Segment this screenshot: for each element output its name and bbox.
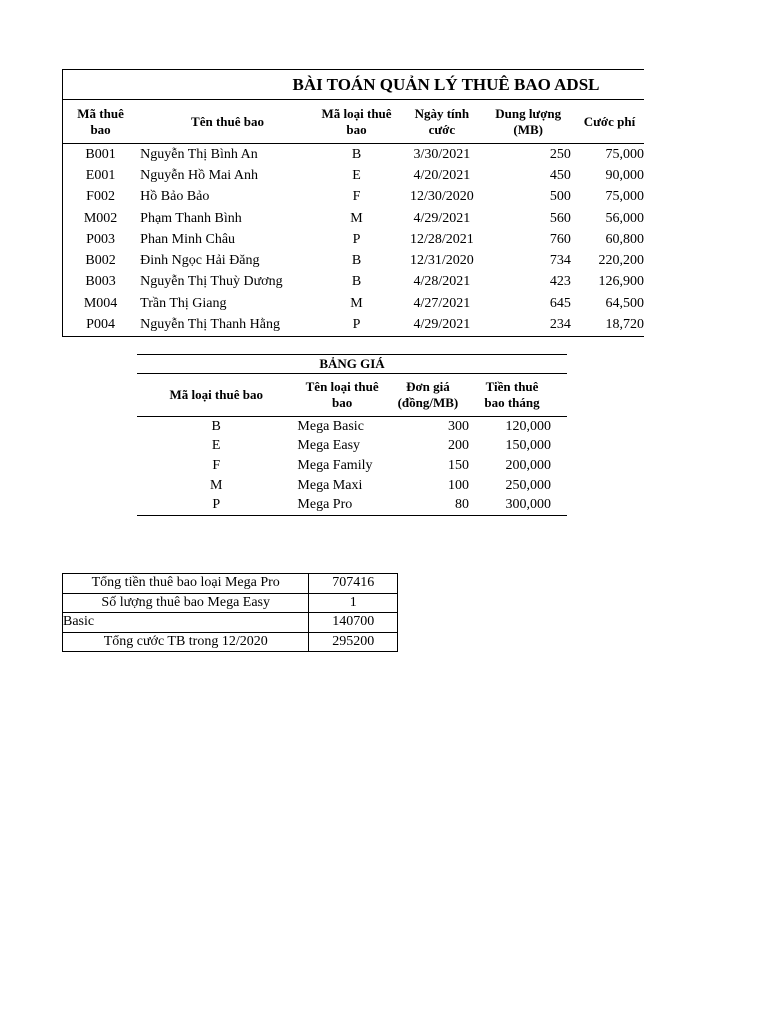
header-price-type-code: Mã loại thuê bao <box>137 374 295 417</box>
cell-subscriber-code: B001 <box>63 144 139 166</box>
price-table <box>137 354 567 516</box>
cell-price-type-name: Mega Easy <box>297 438 361 454</box>
cell-unit-price: 200 <box>448 438 469 454</box>
cell-fee: 60,800 <box>605 231 644 247</box>
header-subscriber-name: Tên thuê bao <box>138 100 315 144</box>
summary-row <box>63 574 398 594</box>
header-type-code: Mã loại thuê bao <box>315 100 398 144</box>
summary-value: 707416 <box>309 574 398 594</box>
cell-monthly-rent: 300,000 <box>473 495 567 515</box>
header-subscriber-code: Mã thuê bao <box>63 100 139 144</box>
cell-type-code: B <box>351 146 362 162</box>
cell-monthly-rent: 250,000 <box>505 477 551 493</box>
cell-billing-date: 12/31/2020 <box>409 253 474 269</box>
cell-type-code: P <box>352 231 361 247</box>
cell-subscriber-name: Nguyễn Thị Thuỳ Dương <box>140 274 283 290</box>
cell-price-type-name: Mega Maxi <box>297 477 363 493</box>
cell-billing-date: 4/20/2021 <box>413 167 471 183</box>
table-row <box>63 187 645 208</box>
cell-volume: 500 <box>549 189 571 205</box>
summary-label: Tổng tiền thuê bao loại Mega Pro <box>63 574 309 594</box>
cell-billing-date: 3/30/2021 <box>413 146 471 162</box>
cell-monthly-rent: 120,000 <box>505 418 551 434</box>
table-row <box>63 314 645 336</box>
table-row <box>63 272 645 293</box>
cell-subscriber-code: B003 <box>63 272 139 293</box>
summary-row <box>63 632 398 652</box>
cell-unit-price: 150 <box>448 457 469 473</box>
summary-value: 295200 <box>309 632 398 652</box>
cell-volume: 423 <box>549 274 571 290</box>
cell-subscriber-code: E001 <box>63 165 139 186</box>
cell-subscriber-code: F002 <box>63 187 139 208</box>
cell-fee: 126,900 <box>598 274 644 290</box>
price-table-title-row <box>137 355 567 374</box>
table-row <box>137 476 567 496</box>
cell-volume: 760 <box>549 231 571 247</box>
cell-subscriber-name: Phạm Thanh Bình <box>140 210 242 226</box>
cell-unit-price: 100 <box>448 477 469 493</box>
header-price-type-name: Tên loại thuê bao <box>295 374 386 417</box>
cell-type-code: F <box>352 189 361 205</box>
table-row <box>63 208 645 229</box>
table-row <box>63 229 645 250</box>
cell-subscriber-code: P003 <box>63 229 139 250</box>
cell-type-code: M <box>350 210 363 226</box>
cell-subscriber-code: B002 <box>63 250 139 271</box>
summary-row <box>63 613 398 633</box>
header-fee: Cước phí <box>575 100 644 144</box>
cell-subscriber-code: M002 <box>63 208 139 229</box>
cell-volume: 450 <box>549 167 571 183</box>
cell-subscriber-name: Phan Minh Châu <box>140 231 236 247</box>
subscriber-table-title-row <box>63 70 645 100</box>
cell-subscriber-name: Đinh Ngọc Hải Đăng <box>140 253 260 269</box>
price-table-header <box>137 374 567 417</box>
cell-fee: 56,000 <box>605 210 644 226</box>
cell-price-type-name: Mega Basic <box>297 418 364 434</box>
table-row <box>137 495 567 515</box>
cell-monthly-rent: 150,000 <box>505 438 551 454</box>
cell-volume: 734 <box>549 253 571 269</box>
cell-price-type-code: B <box>211 418 221 434</box>
cell-subscriber-name: Hồ Bảo Bảo <box>140 189 210 205</box>
cell-price-type-code: F <box>212 457 221 473</box>
header-billing-date: Ngày tính cước <box>398 100 485 144</box>
subscriber-table <box>62 69 644 337</box>
cell-billing-date: 12/30/2020 <box>409 189 474 205</box>
cell-fee: 75,000 <box>605 189 644 205</box>
summary-label: Basic <box>63 613 309 633</box>
cell-subscriber-code: M004 <box>63 293 139 314</box>
table-row <box>63 165 645 186</box>
cell-type-code: B <box>351 274 362 290</box>
cell-price-type-name: Mega Family <box>297 457 373 473</box>
cell-volume: 234 <box>486 314 575 336</box>
header-unit-price: Đơn giá (đồng/MB) <box>387 374 473 417</box>
cell-billing-date: 4/27/2021 <box>413 295 471 311</box>
cell-monthly-rent: 200,000 <box>505 457 551 473</box>
subscriber-table-header <box>63 100 645 144</box>
summary-value: 140700 <box>309 613 398 633</box>
cell-price-type-code: M <box>209 477 223 493</box>
table-row <box>137 417 567 437</box>
summary-row <box>63 593 398 613</box>
cell-type-code: E <box>352 167 361 183</box>
cell-fee: 220,200 <box>598 253 644 269</box>
header-monthly-rent: Tiền thuê bao tháng <box>473 374 567 417</box>
cell-volume: 560 <box>549 210 571 226</box>
table-row <box>63 250 645 271</box>
cell-subscriber-name: Nguyễn Hồ Mai Anh <box>140 167 258 183</box>
cell-billing-date: 12/28/2021 <box>409 231 474 247</box>
cell-unit-price: 300 <box>448 418 469 434</box>
cell-type-code: P <box>315 314 398 336</box>
summary-value: 1 <box>309 593 398 613</box>
cell-billing-date: 4/29/2021 <box>413 210 471 226</box>
cell-fee: 75,000 <box>605 146 644 162</box>
cell-billing-date: 4/28/2021 <box>413 274 471 290</box>
cell-type-code: M <box>350 295 363 311</box>
cell-subscriber-name: Trần Thị Giang <box>140 295 227 311</box>
table-row <box>63 293 645 314</box>
cell-subscriber-code: P004 <box>63 314 139 336</box>
table-row <box>137 437 567 457</box>
summary-table <box>62 573 398 652</box>
table-row <box>63 144 645 166</box>
cell-subscriber-name: Nguyễn Thị Thanh Hằng <box>138 314 315 336</box>
cell-volume: 645 <box>549 295 571 311</box>
price-table-title: BẢNG GIÁ <box>137 355 567 374</box>
cell-volume: 250 <box>549 146 571 162</box>
cell-fee: 18,720 <box>575 314 644 336</box>
cell-type-code: B <box>351 253 362 269</box>
header-volume: Dung lượng (MB) <box>486 100 575 144</box>
cell-price-type-code: P <box>137 495 295 515</box>
cell-unit-price: 80 <box>387 495 473 515</box>
subscriber-table-title: BÀI TOÁN QUẢN LÝ THUÊ BAO ADSL <box>63 70 645 100</box>
table-row <box>137 456 567 476</box>
cell-subscriber-name: Nguyễn Thị Bình An <box>140 146 258 162</box>
cell-price-type-name: Mega Pro <box>295 495 386 515</box>
cell-billing-date: 4/29/2021 <box>398 314 485 336</box>
summary-label: Tổng cước TB trong 12/2020 <box>63 632 309 652</box>
cell-fee: 64,500 <box>605 295 644 311</box>
cell-fee: 90,000 <box>605 167 644 183</box>
cell-price-type-code: E <box>211 438 221 454</box>
summary-label: Số lượng thuê bao Mega Easy <box>63 593 309 613</box>
